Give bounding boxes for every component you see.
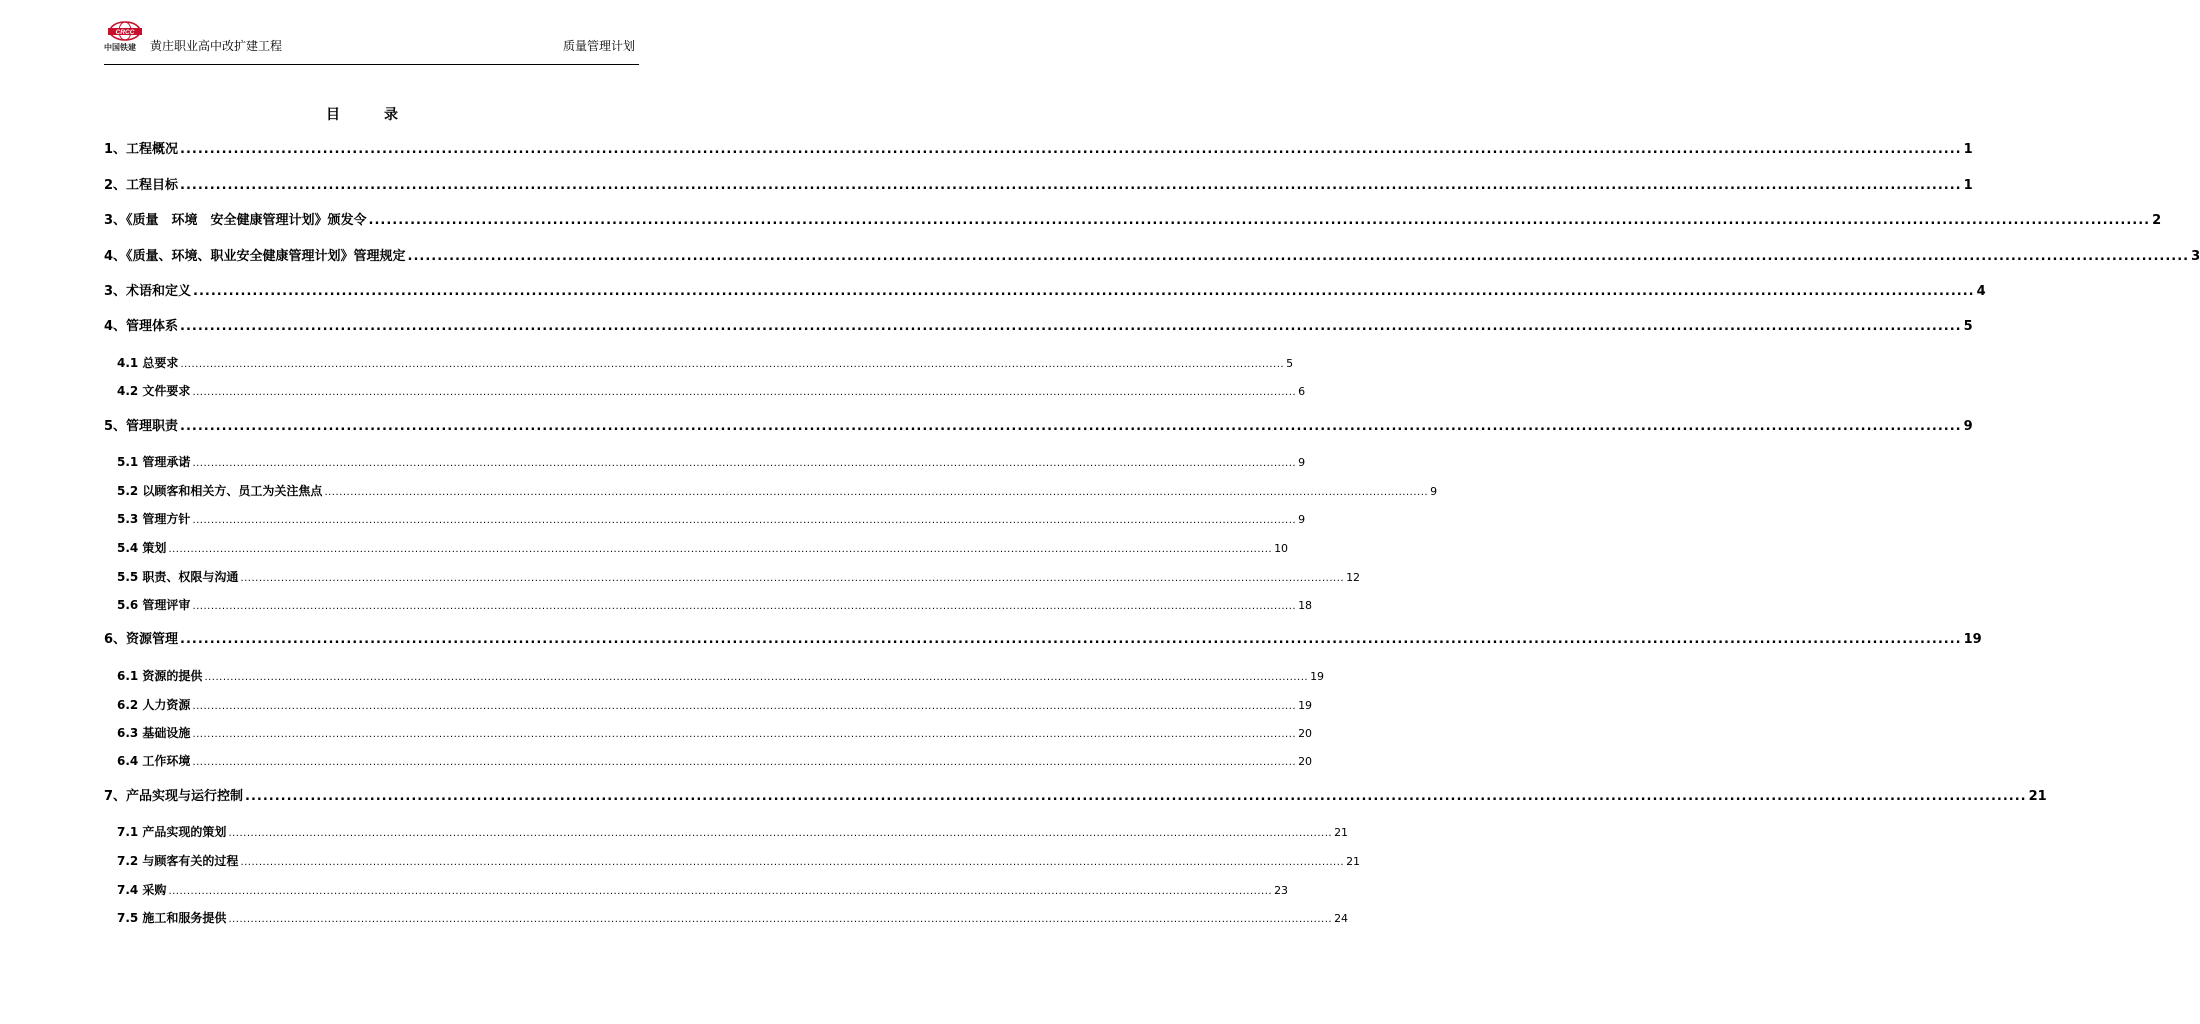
toc-heading-left: 目	[326, 107, 340, 123]
toc-entry-page-number: 1	[1963, 178, 1973, 193]
toc-dot-leader: ............................................................................................................................................................................................................................................................................................................	[192, 601, 1297, 612]
toc-entry-title: 1、工程概况	[104, 142, 179, 157]
toc-entry[interactable]	[104, 631, 1982, 649]
toc-entry[interactable]	[104, 177, 1973, 195]
toc-dot-leader: ............................................................................................................................................................................................................................................................................................................	[168, 544, 1273, 555]
toc-dot-leader: ............................................................................................................................................................................................................................................................................................................	[192, 458, 1297, 469]
toc-entry-title: 7.2 与顾客有关的过程	[117, 854, 239, 868]
toc-entry-title: 4.1 总要求	[117, 356, 179, 370]
toc-entry-title: 3、《质量 环境 安全健康管理计划》颁发令	[104, 213, 367, 228]
toc-entry[interactable]	[117, 909, 1349, 927]
toc-entry-page-number: 19	[1963, 632, 1982, 647]
toc-entry-page-number: 5	[1286, 357, 1294, 370]
toc-entry[interactable]	[117, 453, 1306, 471]
toc-entry[interactable]	[104, 418, 1973, 436]
toc-entry[interactable]	[117, 823, 1349, 841]
toc-dot-leader: ............................................................................................................................................................................................................................................................................................................	[192, 729, 1297, 740]
toc-entry[interactable]	[117, 667, 1325, 685]
toc-entry-title: 5.4 策划	[117, 541, 167, 555]
toc-entry[interactable]	[117, 568, 1361, 586]
toc-entry-title: 7、产品实现与运行控制	[104, 789, 244, 804]
toc-entry-page-number: 9	[1298, 513, 1306, 526]
toc-entry-title: 5.5 职责、权限与沟通	[117, 570, 239, 584]
toc-entry-title: 5.3 管理方针	[117, 512, 191, 526]
toc-entry-title: 7.4 采购	[117, 883, 167, 897]
toc-entry-page-number: 1	[1963, 142, 1973, 157]
toc-entry[interactable]	[104, 248, 2200, 266]
toc-entry-page-number: 24	[1334, 912, 1349, 925]
toc-entry-page-number: 10	[1274, 542, 1289, 555]
toc-entry[interactable]	[104, 788, 2047, 806]
toc-entry[interactable]	[117, 482, 1438, 500]
toc-entry-title: 5.2 以顾客和相关方、员工为关注焦点	[117, 484, 323, 498]
toc-entry-page-number: 19	[1310, 670, 1325, 683]
toc-entry-page-number: 6	[1298, 385, 1306, 398]
toc-entry-page-number: 9	[1430, 485, 1438, 498]
toc-entry[interactable]	[117, 510, 1306, 528]
toc-entry-title: 6.4 工作环境	[117, 754, 191, 768]
toc-entry-title: 2、工程目标	[104, 178, 179, 193]
toc-dot-leader: ............................................................................................................................................................................................................................................................................................................	[180, 142, 1962, 157]
toc-entry[interactable]	[117, 752, 1313, 770]
toc-entry-title: 5、管理职责	[104, 419, 179, 434]
toc-entry-title: 6.1 资源的提供	[117, 669, 203, 683]
toc-dot-leader: ............................................................................................................................................................................................................................................................................................................	[407, 249, 2190, 264]
toc-dot-leader: ............................................................................................................................................................................................................................................................................................................	[368, 213, 2151, 228]
logo-caption: 中国铁建	[104, 43, 136, 52]
toc-entry-page-number: 5	[1963, 319, 1973, 334]
toc-heading-right: 录	[384, 107, 398, 123]
toc-entry-page-number: 3	[2191, 249, 2200, 264]
toc-dot-leader: ............................................................................................................................................................................................................................................................................................................	[204, 672, 1309, 683]
toc-entry[interactable]	[104, 141, 1973, 159]
toc-entry-title: 4、管理体系	[104, 319, 179, 334]
toc-dot-leader: ............................................................................................................................................................................................................................................................................................................	[192, 701, 1297, 712]
toc-entry[interactable]	[117, 539, 1289, 557]
toc-entry-title: 6.3 基础设施	[117, 726, 191, 740]
document-title: 质量管理计划	[562, 39, 635, 53]
toc-dot-leader: ............................................................................................................................................................................................................................................................................................................	[180, 319, 1962, 334]
toc-dot-leader: ............................................................................................................................................................................................................................................................................................................	[180, 632, 1962, 647]
toc-entry-title: 4.2 文件要求	[117, 384, 191, 398]
toc-dot-leader: ............................................................................................................................................................................................................................................................................................................	[240, 857, 1345, 868]
toc-dot-leader: ............................................................................................................................................................................................................................................................................................................	[245, 789, 2027, 804]
toc-dot-leader: ............................................................................................................................................................................................................................................................................................................	[180, 419, 1962, 434]
toc-entry[interactable]	[117, 724, 1313, 742]
toc-entry[interactable]	[117, 881, 1289, 899]
toc-entry-page-number: 9	[1963, 419, 1973, 434]
toc-entry-page-number: 21	[1346, 855, 1361, 868]
svg-text:CRCC: CRCC	[115, 29, 135, 36]
toc-entry[interactable]	[104, 318, 1973, 336]
toc-entry-page-number: 23	[1274, 884, 1289, 897]
toc-entry-page-number: 2	[2152, 213, 2162, 228]
toc-dot-leader: ............................................................................................................................................................................................................................................................................................................	[192, 757, 1297, 768]
toc-dot-leader: ............................................................................................................................................................................................................................................................................................................	[192, 387, 1297, 398]
toc-entry[interactable]	[117, 596, 1313, 614]
toc-entry[interactable]	[117, 852, 1361, 870]
toc-dot-leader: ............................................................................................................................................................................................................................................................................................................	[192, 515, 1297, 526]
toc-entry[interactable]	[117, 382, 1306, 400]
toc-entry-title: 7.5 施工和服务提供	[117, 911, 227, 925]
toc-entry-page-number: 19	[1298, 699, 1313, 712]
toc-entry-page-number: 21	[2028, 789, 2047, 804]
toc-dot-leader: ............................................................................................................................................................................................................................................................................................................	[324, 487, 1429, 498]
toc-entry-title: 5.6 管理评审	[117, 598, 191, 612]
toc-dot-leader: ............................................................................................................................................................................................................................................................................................................	[168, 886, 1273, 897]
toc-entry-title: 7.1 产品实现的策划	[117, 825, 227, 839]
toc-entry-title: 3、术语和定义	[104, 284, 192, 299]
toc-entry-title: 4、《质量、环境、职业安全健康管理计划》管理规定	[104, 249, 406, 264]
toc-dot-leader: ............................................................................................................................................................................................................................................................................................................	[240, 573, 1345, 584]
toc-entry[interactable]	[104, 283, 1986, 301]
toc-entry-page-number: 18	[1298, 599, 1313, 612]
toc-entry-page-number: 4	[1976, 284, 1986, 299]
toc-entry-title: 5.1 管理承诺	[117, 455, 191, 469]
toc-entry[interactable]	[104, 212, 2162, 230]
project-title: 黄庄职业高中改扩建工程	[150, 39, 283, 53]
toc-entry[interactable]	[117, 354, 1294, 372]
toc-entry-page-number: 21	[1334, 826, 1349, 839]
toc-entry-title: 6、资源管理	[104, 632, 179, 647]
toc-entry-title: 6.2 人力资源	[117, 698, 191, 712]
toc-dot-leader: ............................................................................................................................................................................................................................................................................................................	[228, 914, 1333, 925]
toc-dot-leader: ............................................................................................................................................................................................................................................................................................................	[228, 828, 1333, 839]
toc-dot-leader: ............................................................................................................................................................................................................................................................................................................	[180, 359, 1285, 370]
toc-dot-leader: ............................................................................................................................................................................................................................................................................................................	[193, 284, 1975, 299]
toc-entry-page-number: 20	[1298, 755, 1313, 768]
toc-entry-page-number: 9	[1298, 456, 1306, 469]
toc-entry-page-number: 12	[1346, 571, 1361, 584]
toc-dot-leader: ............................................................................................................................................................................................................................................................................................................	[180, 178, 1962, 193]
toc-entry-page-number: 20	[1298, 727, 1313, 740]
toc-entry[interactable]	[117, 696, 1313, 714]
